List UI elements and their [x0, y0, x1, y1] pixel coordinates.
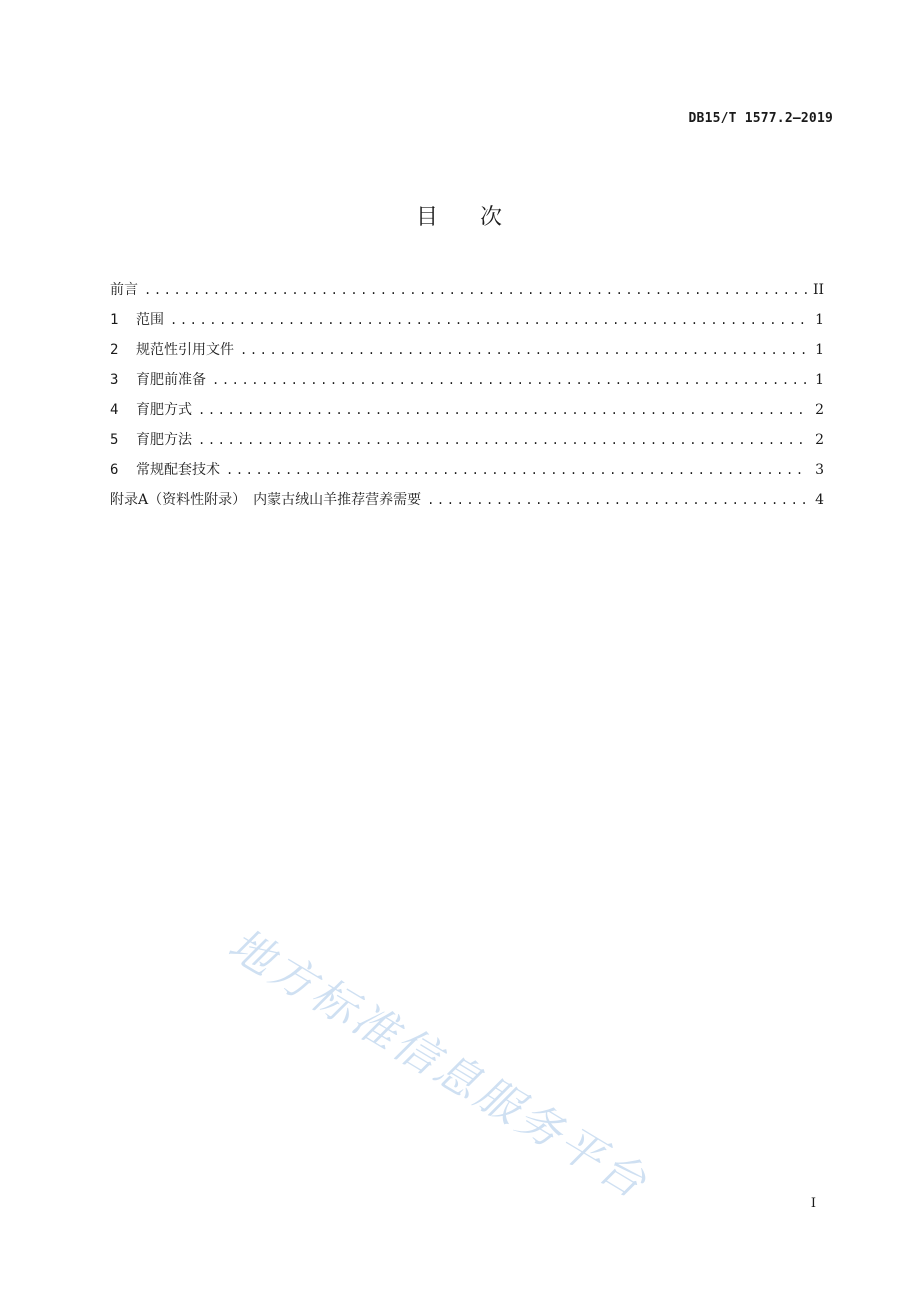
toc-entry-page: 2 — [815, 432, 824, 448]
toc-entry-page: 1 — [815, 372, 824, 388]
toc-entry-label: 范围 — [136, 312, 164, 328]
toc-entry-page: 3 — [815, 462, 824, 478]
toc-leader-dots — [226, 460, 808, 480]
toc-leader-dots — [198, 430, 808, 450]
toc-entry-page: 1 — [815, 342, 824, 358]
page-title-char-1: 目 — [415, 205, 440, 230]
toc-leader-dots — [240, 340, 808, 360]
toc-entry-label: 规范性引用文件 — [136, 342, 234, 358]
watermark: 地方标准信息服务平台 — [219, 918, 658, 1210]
toc-entry-label: 育肥方法 — [136, 432, 192, 448]
toc-entry-label: 前言 — [110, 282, 138, 298]
toc-entry-label: 常规配套技术 — [136, 462, 220, 478]
toc-entry-label: 育肥前准备 — [136, 372, 206, 388]
toc-entry-preparation[interactable] — [110, 370, 824, 400]
toc-entry-number: 4 — [110, 402, 119, 418]
toc-entry-normative-references[interactable] — [110, 340, 824, 370]
toc-leader-dots — [198, 400, 808, 420]
toc-entry-number: 1 — [110, 312, 119, 328]
toc-entry-number: 6 — [110, 462, 119, 478]
document-code: DB15/T 1577.2—2019 — [688, 111, 833, 126]
toc-entry-number: 2 — [110, 342, 119, 358]
toc-entry-label: 育肥方式 — [136, 402, 192, 418]
toc-leader-dots — [170, 310, 808, 330]
page-title — [0, 200, 920, 231]
toc-entry-page: 4 — [815, 492, 824, 508]
toc-entry-number: 3 — [110, 372, 119, 388]
toc-entry-page: 1 — [815, 312, 824, 328]
toc-entry-supporting-techniques[interactable] — [110, 460, 824, 490]
toc-entry-foreword[interactable] — [110, 280, 824, 310]
toc-entry-label: 附录A（资料性附录） 内蒙古绒山羊推荐营养需要 — [110, 492, 422, 508]
toc-leader-dots — [427, 490, 808, 510]
toc-entry-fattening-mode[interactable] — [110, 400, 824, 430]
toc-entry-fattening-method[interactable] — [110, 430, 824, 460]
toc-leader-dots — [144, 280, 807, 300]
toc-leader-dots — [212, 370, 808, 390]
page-number: I — [810, 1196, 816, 1211]
toc-entry-scope[interactable] — [110, 310, 824, 340]
toc-entry-page: II — [812, 282, 824, 298]
toc-entry-number: 5 — [110, 432, 119, 448]
toc-entry-page: 2 — [815, 402, 824, 418]
page-title-char-2: 次 — [480, 205, 505, 230]
table-of-contents — [110, 280, 824, 520]
toc-entry-appendix-a[interactable] — [110, 490, 824, 520]
